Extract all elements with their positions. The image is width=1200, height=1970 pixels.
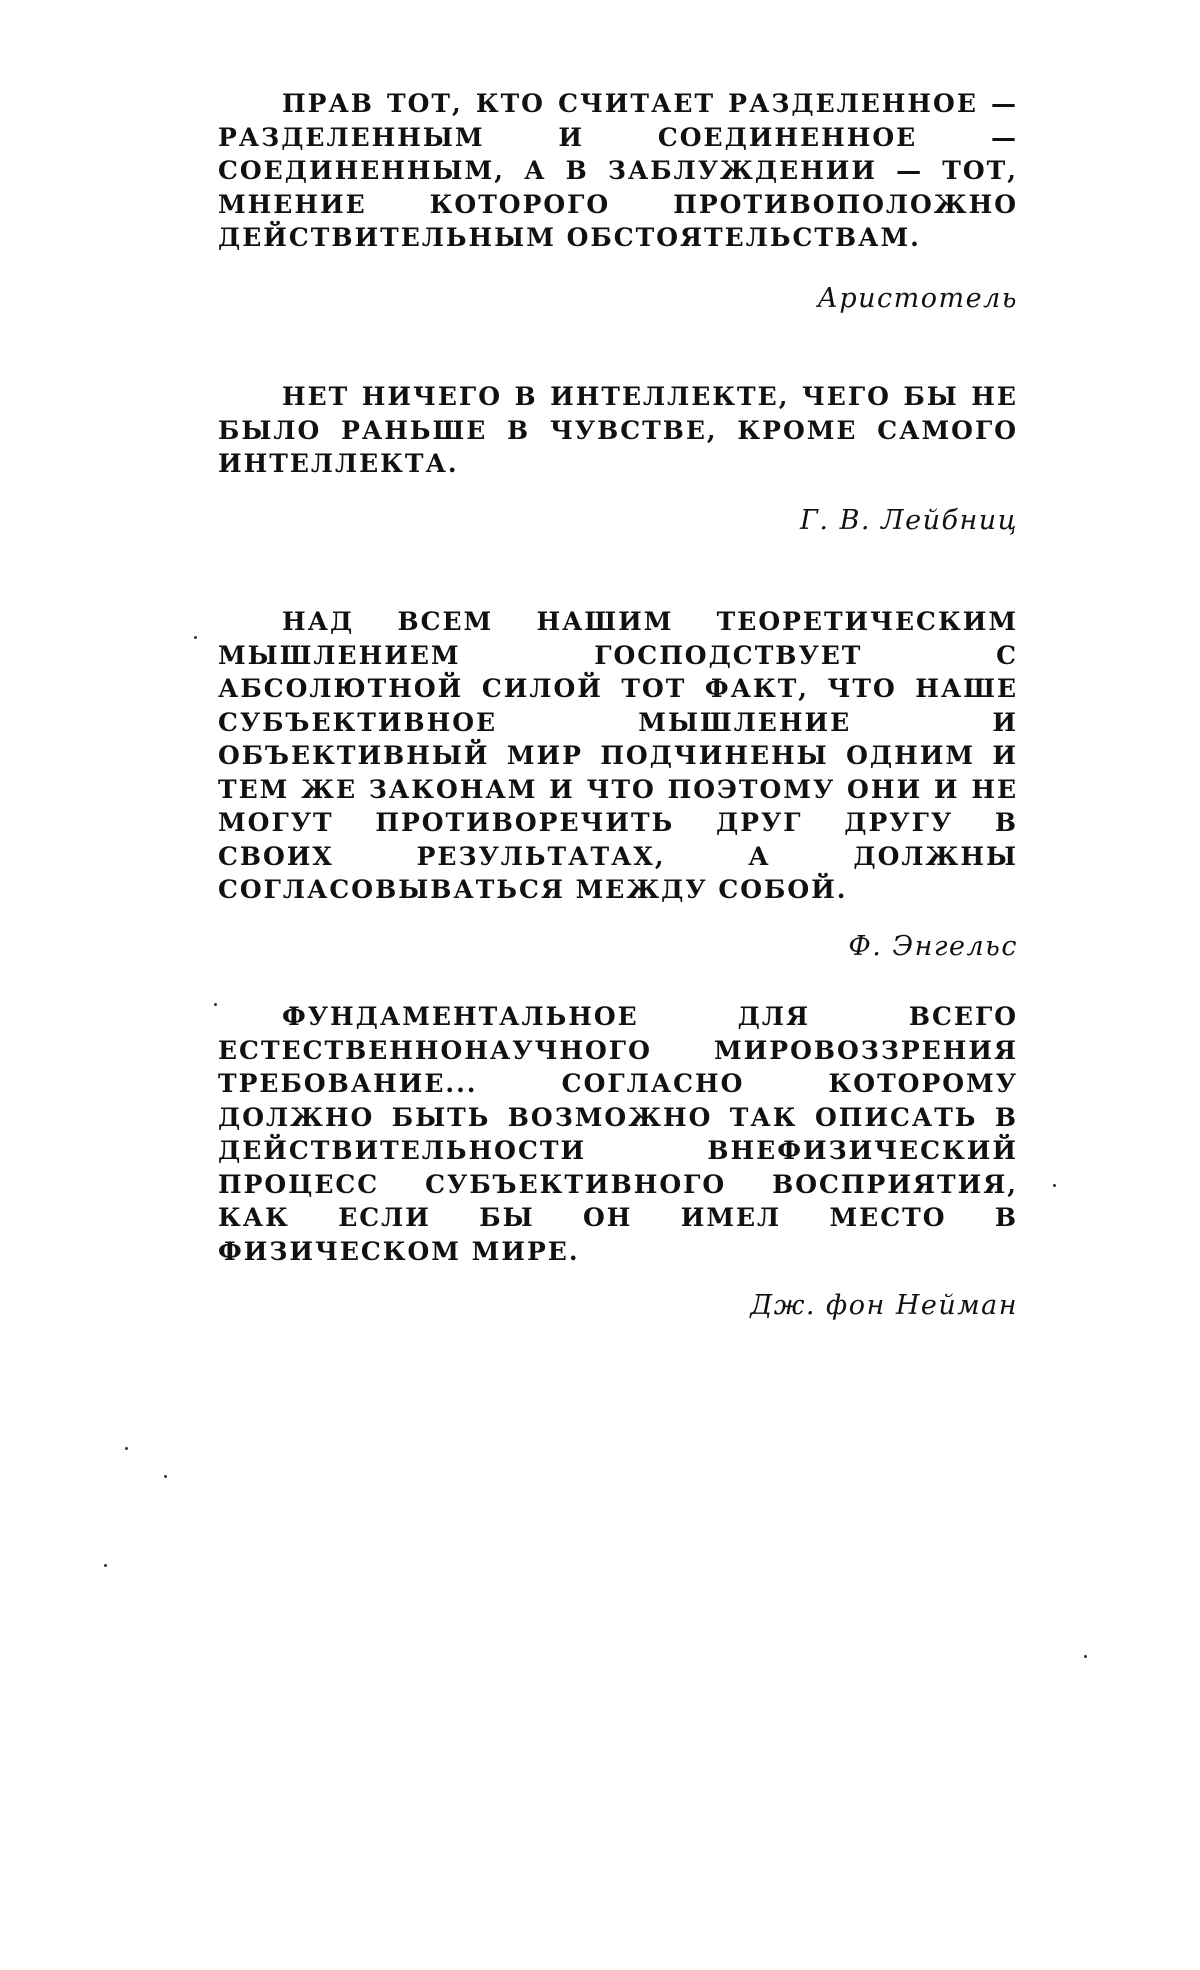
scan-speck <box>214 1003 217 1006</box>
scan-speck <box>194 636 197 639</box>
epigraph-leibniz <box>218 380 1018 536</box>
scan-speck <box>1053 1184 1056 1187</box>
epigraph-quote: НЕТ НИЧЕГО В ИНТЕЛЛЕКТЕ, ЧЕГО БЫ НЕ БЫЛО РАНЬШЕ В ЧУВСТВЕ, КРОМЕ САМОГО ИНТЕЛЛЕКТА. <box>218 382 1018 478</box>
epigraph-quote: НАД ВСЕМ НАШИМ ТЕОРЕТИЧЕСКИМ МЫШЛЕНИЕМ ГОСПОДСТВУЕТ С АБСОЛЮТНОЙ СИЛОЙ ТОТ ФАКТ, ЧТО НАШЕ СУБЪЕКТИВНОЕ МЫШЛЕНИЕ И ОБЪЕКТИВНЫЙ МИР ПОДЧИНЕНЫ ОДНИМ И ТЕМ ЖЕ ЗАКОНАМ И ЧТО ПОЭТОМУ ОНИ И НЕ МОГУТ ПРОТИВОРЕЧИТЬ ДРУГ ДРУГУ В СВОИХ РЕЗУЛЬТАТАХ, А ДОЛЖНЫ СОГЛАСОВЫВАТЬСЯ МЕЖДУ СОБОЙ. <box>218 607 1018 904</box>
scan-speck <box>164 1475 167 1478</box>
epigraph-aristotle <box>218 87 1018 314</box>
epigraph-author: Г. В. Лейбниц <box>800 504 1018 536</box>
scan-speck <box>1084 1655 1087 1658</box>
epigraph-quote: ФУНДАМЕНТАЛЬНОЕ ДЛЯ ВСЕГО ЕСТЕСТВЕННОНАУЧНОГО МИРОВОЗЗРЕНИЯ ТРЕБОВАНИЕ... СОГЛАСНО КОТОРОМУ ДОЛЖНО БЫТЬ ВОЗМОЖНО ТАК ОПИСАТЬ В ДЕЙСТВИТЕЛЬНОСТИ ВНЕФИЗИЧЕСКИЙ ПРОЦЕСС СУБЪЕКТИВНОГО ВОСПРИЯТИЯ, КАК ЕСЛИ БЫ ОН ИМЕЛ МЕСТО В ФИЗИЧЕСКОМ МИРЕ. <box>218 1002 1018 1266</box>
epigraph-engels <box>218 605 1018 962</box>
epigraph-author: Ф. Энгельс <box>848 930 1018 962</box>
epigraph-author: Аристотель <box>817 282 1018 314</box>
scan-speck <box>104 1564 107 1567</box>
epigraph-von-neumann <box>218 1000 1018 1321</box>
scan-speck <box>125 1447 128 1450</box>
epigraph-author: Дж. фон Нейман <box>750 1290 1018 1321</box>
epigraph-quote: ПРАВ ТОТ, КТО СЧИТАЕТ РАЗДЕЛЕННОЕ — РАЗДЕЛЕННЫМ И СОЕДИНЕННОЕ — СОЕДИНЕННЫМ, А В ЗАБЛУЖДЕНИИ — ТОТ, МНЕНИЕ КОТОРОГО ПРОТИВОПОЛОЖНО ДЕЙСТВИТЕЛЬНЫМ ОБСТОЯТЕЛЬСТВАМ. <box>218 89 1018 252</box>
